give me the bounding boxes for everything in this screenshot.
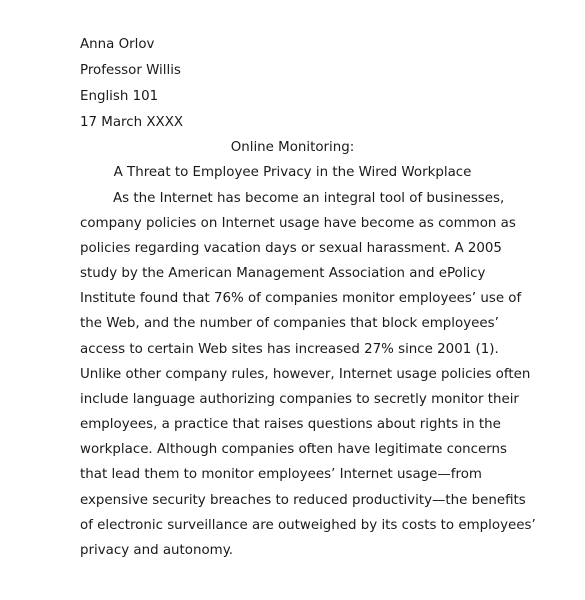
paragraph-line: that lead them to monitor employees’ Internet usage—from xyxy=(80,467,482,482)
course-name: English 101 xyxy=(80,89,159,104)
title-line-2: A Threat to Employee Privacy in the Wired Workplace xyxy=(113,165,472,180)
paragraph-line: include language authorizing companies to secretly monitor their xyxy=(80,392,519,407)
author-name: Anna Orlov xyxy=(80,37,155,52)
instructor-name: Professor Willis xyxy=(80,63,181,78)
paragraph-line: Institute found that 76% of companies monitor employees’ use of xyxy=(80,291,522,306)
paragraph-line: workplace. Although companies often have legitimate concerns xyxy=(80,442,508,457)
paragraph-line: company policies on Internet usage have become as common as xyxy=(80,216,516,231)
paragraph-line: access to certain Web sites has increased 27% since 2001 (1). xyxy=(80,342,499,357)
title-line-1: Online Monitoring: xyxy=(230,140,355,155)
paragraph-line: policies regarding vacation days or sexual harassment. A 2005 xyxy=(80,241,502,256)
paragraph-line: privacy and autonomy. xyxy=(80,543,233,558)
date: 17 March XXXX xyxy=(80,115,184,130)
paragraph-line: the Web, and the number of companies that block employees’ xyxy=(80,316,499,331)
paragraph-line: of electronic surveillance are outweighed by its costs to employees’ xyxy=(80,518,536,533)
paragraph-line: employees, a practice that raises questions about rights in the xyxy=(80,417,501,432)
paragraph-line: expensive security breaches to reduced productivity—the benefits xyxy=(80,493,526,508)
paragraph-line: study by the American Management Association and ePolicy xyxy=(80,266,486,281)
paragraph-line: Unlike other company rules, however, Internet usage policies often xyxy=(80,367,531,382)
paragraph-line: As the Internet has become an integral tool of businesses, xyxy=(113,191,505,206)
